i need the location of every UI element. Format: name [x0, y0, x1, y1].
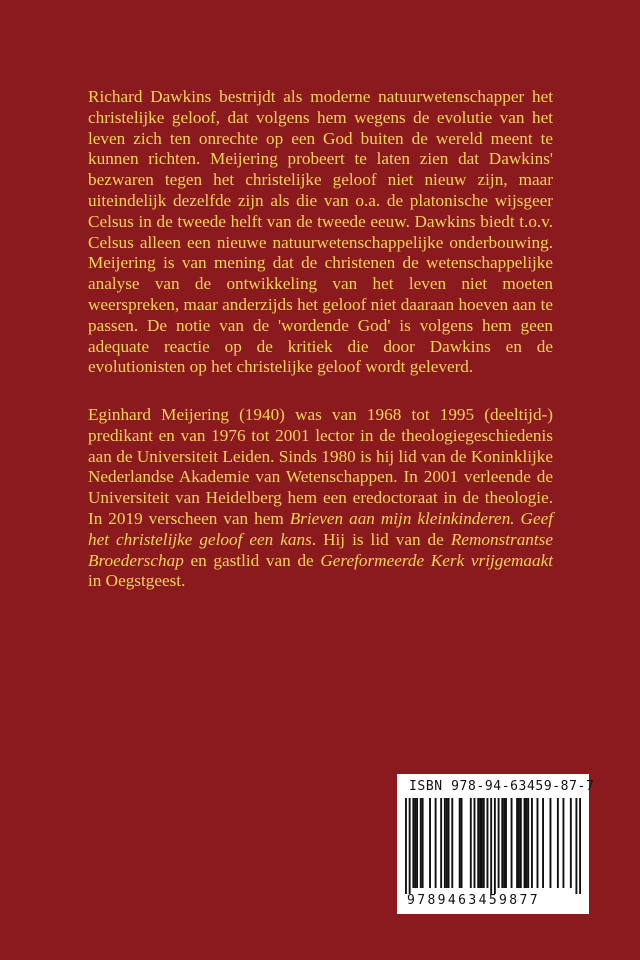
barcode-bar — [429, 798, 431, 888]
barcode-bar — [440, 798, 442, 888]
barcode-bar — [451, 798, 453, 888]
barcode-bar — [524, 798, 526, 888]
barcode-bar — [537, 798, 539, 888]
barcode-bar — [516, 798, 518, 888]
barcode-bar — [409, 798, 411, 894]
author-bio-text: . Hij is lid van de — [311, 529, 451, 549]
ean-digits: 9789463459877 — [407, 893, 540, 908]
barcode-bar — [487, 798, 489, 888]
author-bio-text: in Oegstgeest. — [88, 571, 186, 591]
barcode-bar — [474, 798, 476, 888]
barcode-bar — [470, 798, 472, 888]
barcode-bar — [542, 798, 544, 888]
barcode-bar — [518, 798, 520, 888]
barcode-bar — [531, 798, 533, 888]
barcode-bar — [525, 798, 527, 888]
book-title: Brieven aan mijn kleinkinderen. Geef het christelijke geloof een kans — [88, 508, 553, 549]
barcode-bar — [570, 798, 572, 888]
church-name: Remonstrantse Broederschap — [88, 529, 553, 570]
barcode-bar — [562, 798, 564, 888]
barcode-bar — [501, 798, 503, 888]
barcode-bar — [498, 798, 500, 888]
barcode-bar — [414, 798, 416, 888]
barcode-bar — [505, 798, 507, 888]
barcode-bar — [461, 798, 463, 888]
barcode-bar — [483, 798, 485, 888]
barcode-bar — [579, 798, 581, 894]
barcode-bar — [446, 798, 448, 888]
barcode-bar — [412, 798, 414, 888]
barcode-bar — [459, 798, 461, 888]
barcode-bar — [405, 798, 407, 894]
isbn-label: ISBN 978-94-63459-87-7 — [409, 779, 595, 794]
barcode-bar — [490, 798, 492, 894]
barcode-bar — [448, 798, 450, 888]
barcode-bar — [435, 798, 437, 888]
author-bio-text: en gastlid van de — [183, 550, 321, 570]
barcode-bar — [575, 798, 577, 894]
barcode-bar — [479, 798, 481, 888]
barcode-bar — [481, 798, 483, 888]
barcode-bar — [420, 798, 422, 888]
barcode-bar — [416, 798, 418, 888]
author-bio-text: Eginhard Meijering (1940) was van 1968 tot 1995 (deeltijd-) predikant en van 1976 tot 2001 lector in de theologiegeschiedenis aan de Universiteit Leiden. Sinds 1980 is hij lid van de Koninklijke Nederlandse Akademie van Wetenschappen. In 2001 verleende de Universiteit van Heidelberg hem een eredoctoraat in de theologie. In 2019 verscheen van hem — [88, 405, 553, 528]
blurb-paragraph: Richard Dawkins bestrijdt als moderne natuurwetenschapper het christelijke geloof, dat volgens hem wegens de evolutie van het leven zich ten onrechte op een God buiten de wereld meent te kunnen richten. Meijering probeert te laten zien dat Dawkins' bezwaren tegen het christelijke geloof niet nieuw zijn, maar uiteindelijk dezelfde zijn als die van o.a. de platonische wijsgeer Celsus in de tweede helft van de tweede eeuw. Dawkins biedt t.o.v. Celsus alleen een nieuwe natuurwetenschappelijke onderbouwing. Meijering is van mening dat de christenen de wetenschappelijke analyse van de ontwikkeling van het leven niet moeten weerspreken, maar anderzijds het geloof niet daaraan hoeven aan te passen. De notie van de 'wordende God' is volgens hem geen adequate reactie op de kritiek die door Dawkins en de evolutionisten op het christelijke geloof wordt geleverd. — [88, 87, 553, 377]
barcode-bar — [527, 798, 529, 888]
church-name: Gereformeerde Kerk vrijgemaakt — [320, 550, 553, 570]
barcode-bar — [477, 798, 479, 888]
barcode-bar — [511, 798, 513, 888]
barcode-bar — [550, 798, 552, 888]
barcode-bar — [557, 798, 559, 888]
barcode-bar — [503, 798, 505, 888]
barcode-bar — [444, 798, 446, 888]
isbn-barcode — [397, 774, 595, 914]
barcode-bar — [422, 798, 424, 888]
author-bio-paragraph — [88, 405, 553, 592]
barcode-bar — [520, 798, 522, 888]
barcode-bars — [405, 798, 581, 894]
barcode-bar — [494, 798, 496, 894]
